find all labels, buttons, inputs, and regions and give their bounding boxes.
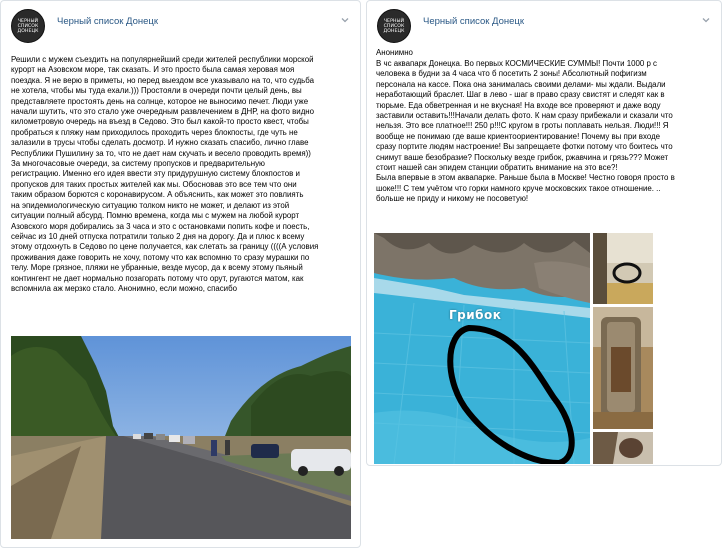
post-text-line: персонала на кассе. Пока она занималась своими делами- мы ждали. Выдали [376, 79, 666, 89]
post-text-line: заставили оставить!!!Начали делать фото. К нам сразу прибежали и сказали что [376, 111, 673, 121]
post-text-line: тюрьме. Еда обветренная и не вкусная! На входе все проверяют и даже воду [376, 100, 661, 110]
post-text [11, 55, 353, 294]
post-text-line: курорт на Азовском море, так сказать. И это просто была самая херовая моя [11, 65, 295, 75]
post-text-line: неработающий браслет. Шаг в лево - шаг в право сразу свистят и следят как в [376, 90, 665, 100]
post-header [377, 9, 711, 49]
rusty-mechanism-photo[interactable] [593, 307, 653, 429]
avatar-text: ЧЕРНЫЙ СПИСОК ДОНЕЦК [17, 18, 39, 34]
pool-mold-photo[interactable] [374, 233, 590, 464]
post-text-line: За многочасовые очереди, за систему пропусков и предварительную [11, 159, 265, 169]
post-text-line: Азовского моря добирались за 3 часа и это с остановками попить кофе и поесть, [11, 221, 310, 231]
post-text-line: проживания даже говорить не хочу, потому что как вспомню то сразу мурашки по [11, 252, 310, 262]
post-text-line: шоке!!! С тем учётом что горки намного круче московских такое отношение. .. [376, 183, 661, 193]
post-text-line: таким образом борются с коронавирусом. А объяснить, как может это повлиять [11, 190, 304, 200]
avatar[interactable] [377, 9, 411, 43]
post-text-line: километровую очередь на въезд в Седово. Это был какой-то просто квест, чтобы [11, 117, 309, 127]
post-header [11, 9, 350, 49]
post-text-line: вспомнила аж мерзко стало. Анонимно, если можно, спасибо [11, 283, 237, 293]
post-text-line: пропусков для таких простых жителей как мы. Обосновав это все тем что они [11, 179, 297, 189]
more-options-icon[interactable] [701, 15, 711, 25]
post-text-line: ситуации полный абсурд. Помню времена, когда мы с мужем на любой курорт [11, 211, 300, 221]
road-queue-photo[interactable] [11, 336, 351, 539]
photo-label: Грибок [449, 308, 502, 322]
post-text-line: начали шутить, что это стало уже очередным развлечением в ДНР, на фото видно [11, 107, 315, 117]
stain-photo[interactable] [593, 432, 653, 464]
post-text-line: этому отдохнуть в Седово по цене получается, как слетать за границу ((((А условия [11, 242, 319, 252]
post-text-line: регистрацию. Именно его идея ввести эту придурушную систему блокпостов и [11, 169, 300, 179]
post-text-line: представляете простоять день на солнце, которое не выносимо печет. Люди уже [11, 96, 309, 106]
post-text-line: вообще не понимаю где ваше криентоориентирование! Почему вы при входе [376, 131, 661, 141]
post-text-line: Решили с мужем съездить на популярнейший среди жителей республики морской [11, 55, 314, 64]
post-author: Анонимно [376, 48, 413, 57]
post-text-line: нельзя. Это все платное!!! 250 р!!!С кругом в гроты поплавать нельзя. Люди!!! Я [376, 121, 669, 131]
post-text-line: пробраться к пляжу нам приходилось проходить через блокпосты, где чуть не [11, 127, 298, 137]
post-text-line: снимут ваше безобразие? Поскольку везде грибок, ржавчина и грязь??? Может [376, 152, 669, 162]
post-text [376, 59, 716, 205]
group-name-link[interactable]: Черный список Донецк [57, 16, 159, 27]
ring-photo[interactable] [593, 233, 653, 304]
post-text-line: В чс аквапарк Донецка. Во первых КОСМИЧЕСКИЕ СУММЫ! Почти 1000 р с [376, 59, 657, 68]
more-options-icon[interactable] [340, 15, 350, 25]
post-text-line: Республики Пушилину за то, что не дает нам скучать и весело проводить время)) [11, 148, 311, 158]
post-text-line: сразу портите людям настроение! Вы запрещаете фотки потому что боитесь что [376, 142, 673, 152]
post-text-line: стоит нашей сан эпидем станции обратить внимание на это все?! [376, 163, 618, 173]
post-text-line: поездка. Я не верю в приметы, но перед выездом все указывало на то, что судьба [11, 75, 315, 85]
avatar-text: ЧЕРНЫЙ СПИСОК ДОНЕЦК [383, 18, 405, 34]
post-text-line: телу. Море грязное, пляжи не убранные, везде мусор, да к всему этому пьяный [11, 263, 303, 273]
group-name-link[interactable]: Черный список Донецк [423, 16, 525, 27]
post-text-line: человека в будни за 4 часа что б посетить 2 зоны! Абсолютный пофигизм [376, 69, 647, 79]
avatar[interactable] [11, 9, 45, 43]
post-text-line: контингент не дает нормально позагорать потому что орут, ругаются матом, как [11, 273, 304, 283]
post-text-line: не хотела, чтобы мы туда ехали.))) Простояли в очереди почти целый день, вы [11, 86, 302, 96]
post-text-line: сейчас из 10 дней отпуска потратили только 2 дня на дорогу. Да и плюс к всему [11, 231, 305, 241]
post-text-line: залазили в трусы чтобы сделать досмотр. И нужно сказать спасибо, лично главе [11, 138, 309, 148]
post-text-line: на эпидемиологическую ситуацию толком никто не может, и делают из этой [11, 200, 290, 210]
post-text-line: Была впервые в этом аквапарке. Раньше была в Москве! Честно говоря просто в [376, 173, 675, 183]
post-text-line: больше не приду и никому не посоветую! [376, 194, 529, 204]
